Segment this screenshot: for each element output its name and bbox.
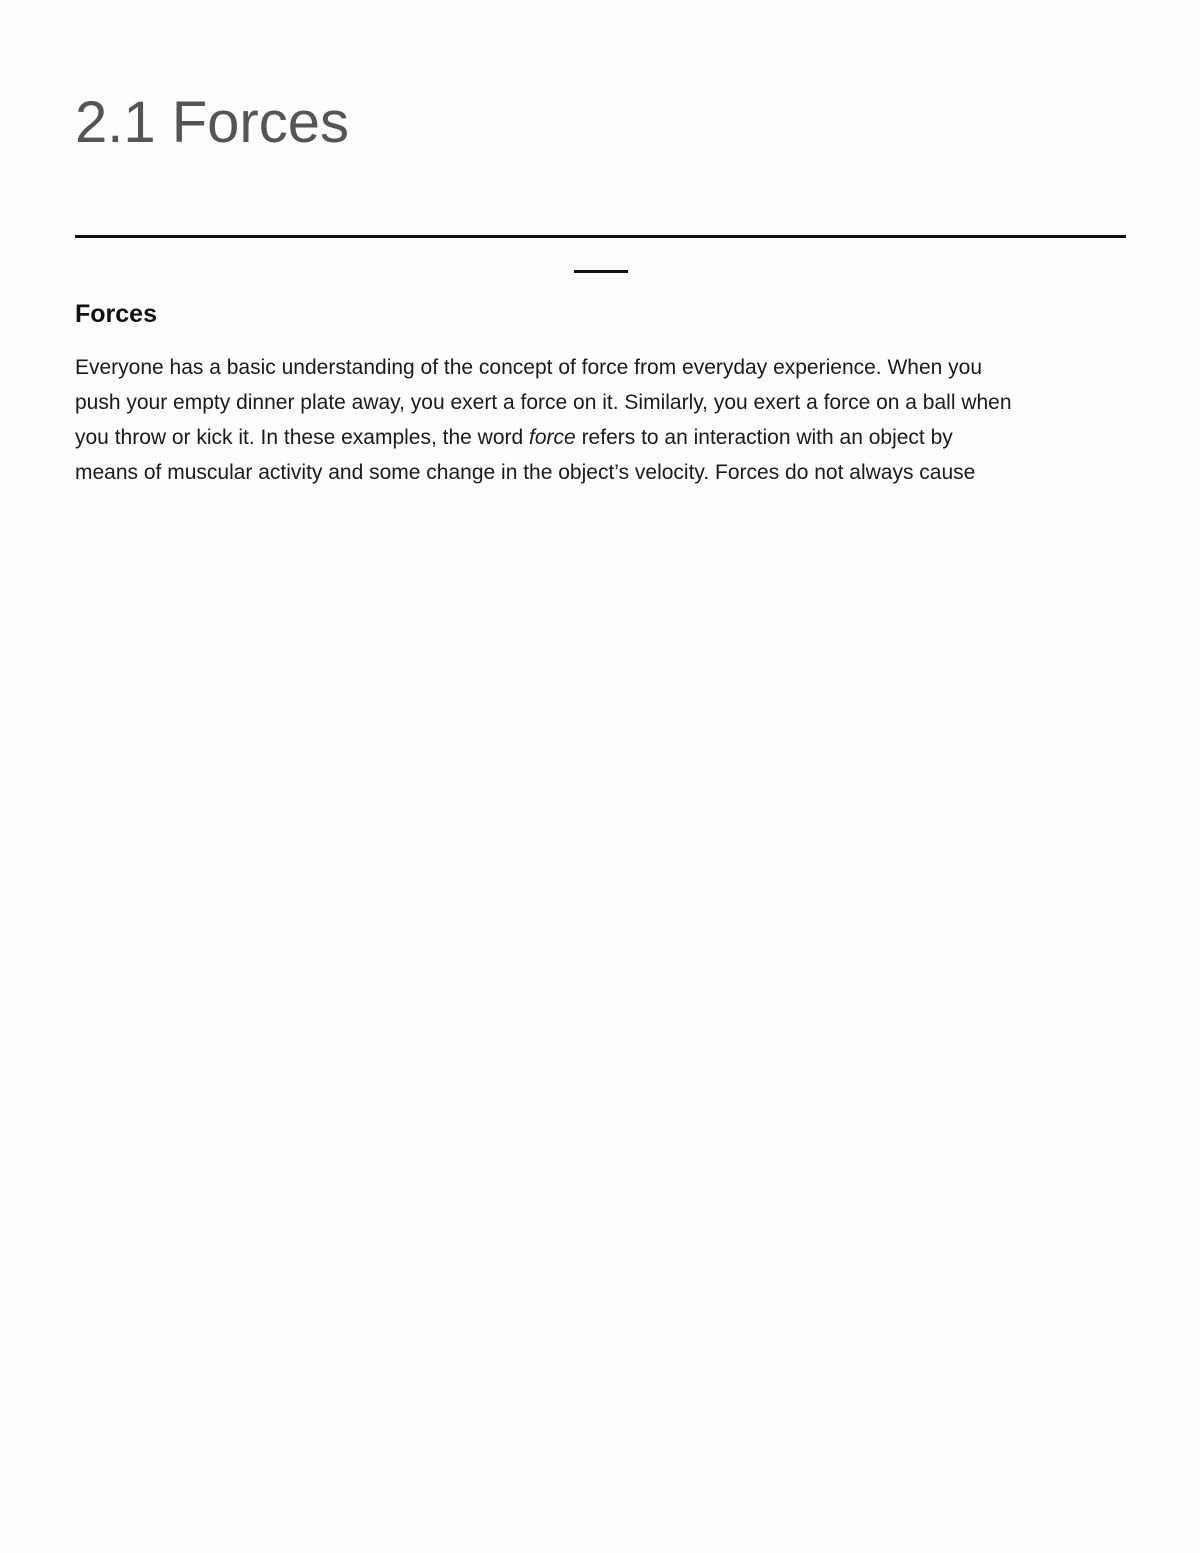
page-title: 2.1 Forces	[75, 90, 349, 155]
title-divider	[75, 235, 1126, 238]
emphasis-force: force	[529, 426, 576, 449]
paragraph-line-3-start: you throw or kick it. In these examples, the word	[75, 426, 530, 449]
section-heading: Forces	[75, 300, 157, 328]
paragraph-line-3-end: refers to an interaction with an object by	[575, 426, 953, 449]
body-paragraph	[75, 350, 1126, 490]
paragraph-line-1: Everyone has a basic understanding of the concept of force from everyday experience. When you	[75, 356, 983, 379]
paragraph-line-2: push your empty dinner plate away, you exert a force on it. Similarly, you exert a force on a ball when	[75, 391, 1012, 414]
paragraph-line-3	[75, 420, 1126, 455]
paragraph-line-4: means of muscular activity and some change in the object’s velocity. Forces do not always cause	[75, 461, 976, 484]
short-divider	[574, 270, 628, 273]
